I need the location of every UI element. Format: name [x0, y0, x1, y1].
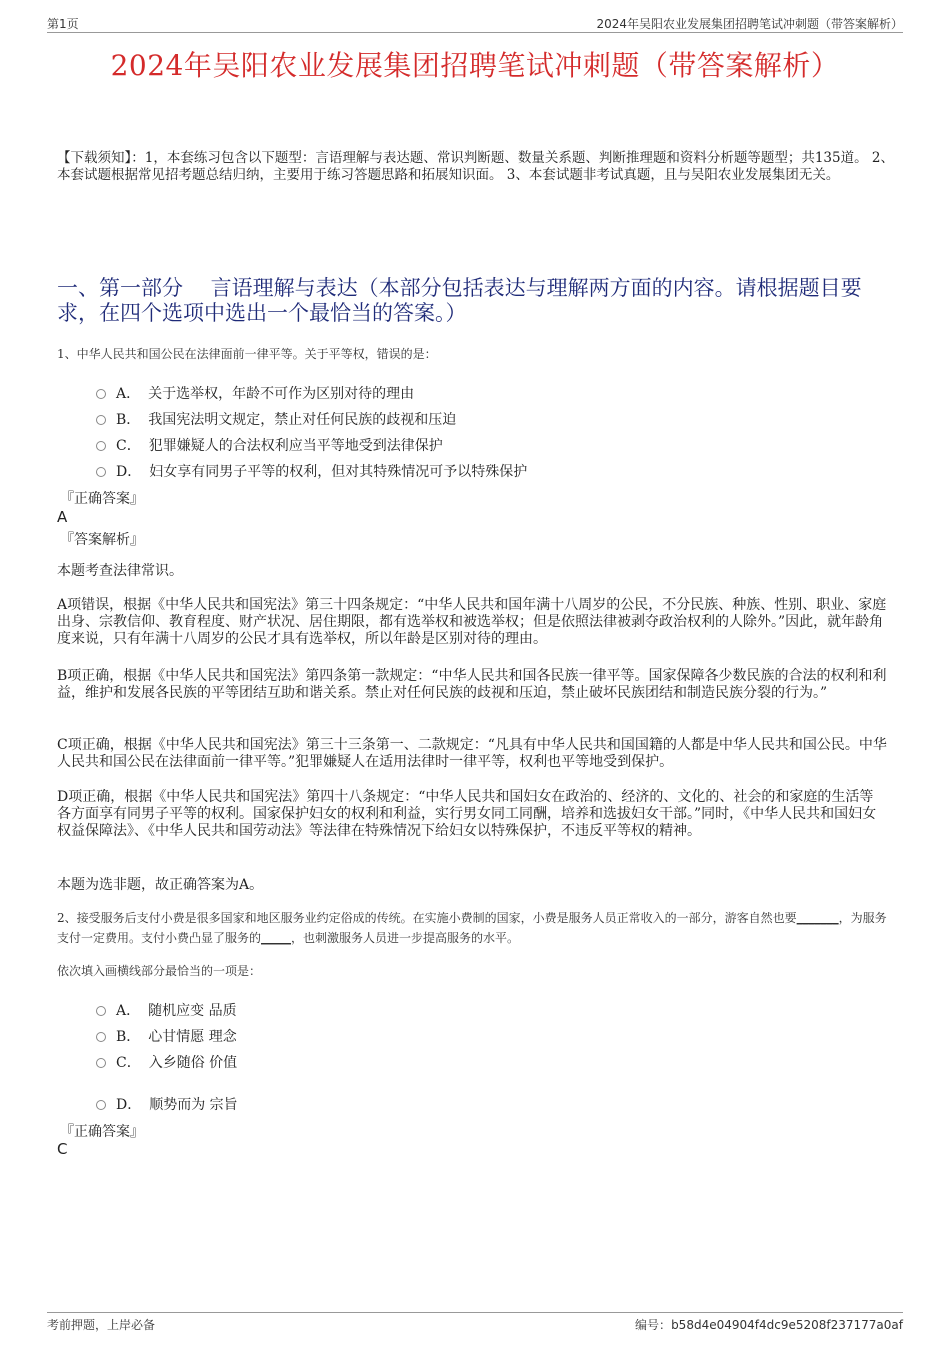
q2-option-a[interactable]: A． 随机应变 品质	[96, 1000, 237, 1020]
q2-option-b[interactable]: B． 心甘情愿 理念	[96, 1026, 237, 1046]
q1-correct-answer-label: 『正确答案』	[60, 491, 144, 507]
q1-analysis-d: D项正确，根据《中华人民共和国宪法》第四十八条规定：“中华人民共和国妇女在政治的、经济的、文化的、社会的和家庭的生活等各方面享有同男子平等的权利。国家保护妇女的权利和利益，实行男女同工同酬，培养和选拔妇女干部。”同时，《中华人民共和国妇女权益保障法》、《中华人民共和国劳动法》等法律在特殊情况下给妇女以特殊保护，不违反平等权的精神。	[57, 789, 877, 839]
footer-serial: 编号：b58d4e04904f4dc9e5208f237177a0af	[635, 1318, 903, 1332]
page-header	[47, 14, 903, 33]
q1-option-d[interactable]: D． 妇女享有同男子平等的权利，但对其特殊情况可予以特殊保护	[96, 461, 527, 481]
q1-option-c[interactable]: C． 犯罪嫌疑人的合法权利应当平等地受到法律保护	[96, 435, 443, 455]
q1-answer: A	[57, 508, 68, 526]
blank-2: _____	[261, 931, 292, 945]
q1-analysis-c: C项正确，根据《中华人民共和国宪法》第三十三条第一、二款规定：“凡具有中华人民共和国国籍的人都是中华人民共和国公民。中华人民共和国公民在法律面前一律平等。”犯罪嫌疑人在适用法律时一律平等，权利也平等地受到保护。	[57, 737, 887, 770]
q1-analysis-a: A项错误，根据《中华人民共和国宪法》第三十四条规定：“中华人民共和国年满十八周岁的公民，不分民族、种族、性别、职业、家庭出身、宗教信仰、教育程度、财产状况、居住期限，都有选举权和被选举权；但是依照法律被剥夺政治权利的人除外。”因此，就年龄角度来说，只有年满十八周岁的公民才具有选举权，所以年龄是区别对待的理由。	[57, 597, 887, 647]
q2-answer: C	[57, 1140, 68, 1158]
question-2-stem: 2、接受服务后支付小费是很多国家和地区服务业约定俗成的传统。在实施小费制的国家，小费是服务人员正常收入的一部分，游客自然也要_______，为服务支付一定费用。支付小费凸显了服务的_____，也刺激服务人员进一步提高服务的水平。	[57, 911, 887, 945]
document-title: 2024年吴阳农业发展集团招聘笔试冲刺题（带答案解析）	[110, 49, 840, 82]
q1-analysis-conclusion: 本题为选非题，故正确答案为A。	[57, 877, 264, 893]
header-doc-title: 2024年吴阳农业发展集团招聘笔试冲刺题（带答案解析）	[596, 17, 903, 31]
radio-icon[interactable]	[96, 1006, 106, 1016]
q1-option-a[interactable]: A． 关于选举权，年龄不可作为区别对待的理由	[96, 383, 414, 403]
question-2-prompt: 依次填入画横线部分最恰当的一项是：	[57, 964, 262, 978]
radio-icon[interactable]	[96, 389, 106, 399]
page-footer	[47, 1312, 903, 1333]
question-1-stem: 1、中华人民共和国公民在法律面前一律平等。关于平等权，错误的是：	[57, 347, 437, 361]
radio-icon[interactable]	[96, 1100, 106, 1110]
q1-analysis-intro: 本题考查法律常识。	[57, 563, 183, 579]
q2-option-d[interactable]: D． 顺势而为 宗旨	[96, 1094, 238, 1114]
blank-1: _______	[796, 911, 839, 925]
radio-icon[interactable]	[96, 467, 106, 477]
q1-analysis-b: B项正确，根据《中华人民共和国宪法》第四条第一款规定：“中华人民共和国各民族一律平等。国家保障各少数民族的合法的权利和利益，维护和发展各民族的平等团结互助和谐关系。禁止对任何民族的歧视和压迫，禁止破坏民族团结和制造民族分裂的行为。”	[57, 668, 887, 701]
radio-icon[interactable]	[96, 415, 106, 425]
q2-option-c[interactable]: C． 入乡随俗 价值	[96, 1052, 237, 1072]
page-number: 第1页	[47, 17, 79, 31]
radio-icon[interactable]	[96, 441, 106, 451]
q2-correct-answer-label: 『正确答案』	[60, 1124, 144, 1140]
section-heading: 一、第一部分 言语理解与表达（本部分包括表达与理解两方面的内容。请根据题目要求，在四个选项中选出一个最恰当的答案。）	[57, 276, 862, 325]
radio-icon[interactable]	[96, 1058, 106, 1068]
download-notice: 【下载须知】：1，本套练习包含以下题型：言语理解与表达题、常识判断题、数量关系题、判断推理题和资料分析题等题型；共135道。 2、本套试题根据常见招考题总结归纳，主要用于练习答题思路和拓展知识面。 3、本套试题非考试真题，且与吴阳农业发展集团无关。	[57, 150, 894, 183]
footer-slogan: 考前押题，上岸必备	[47, 1318, 156, 1332]
q1-analysis-label: 『答案解析』	[60, 532, 144, 548]
radio-icon[interactable]	[96, 1032, 106, 1042]
q1-option-b[interactable]: B． 我国宪法明文规定，禁止对任何民族的歧视和压迫	[96, 409, 456, 429]
